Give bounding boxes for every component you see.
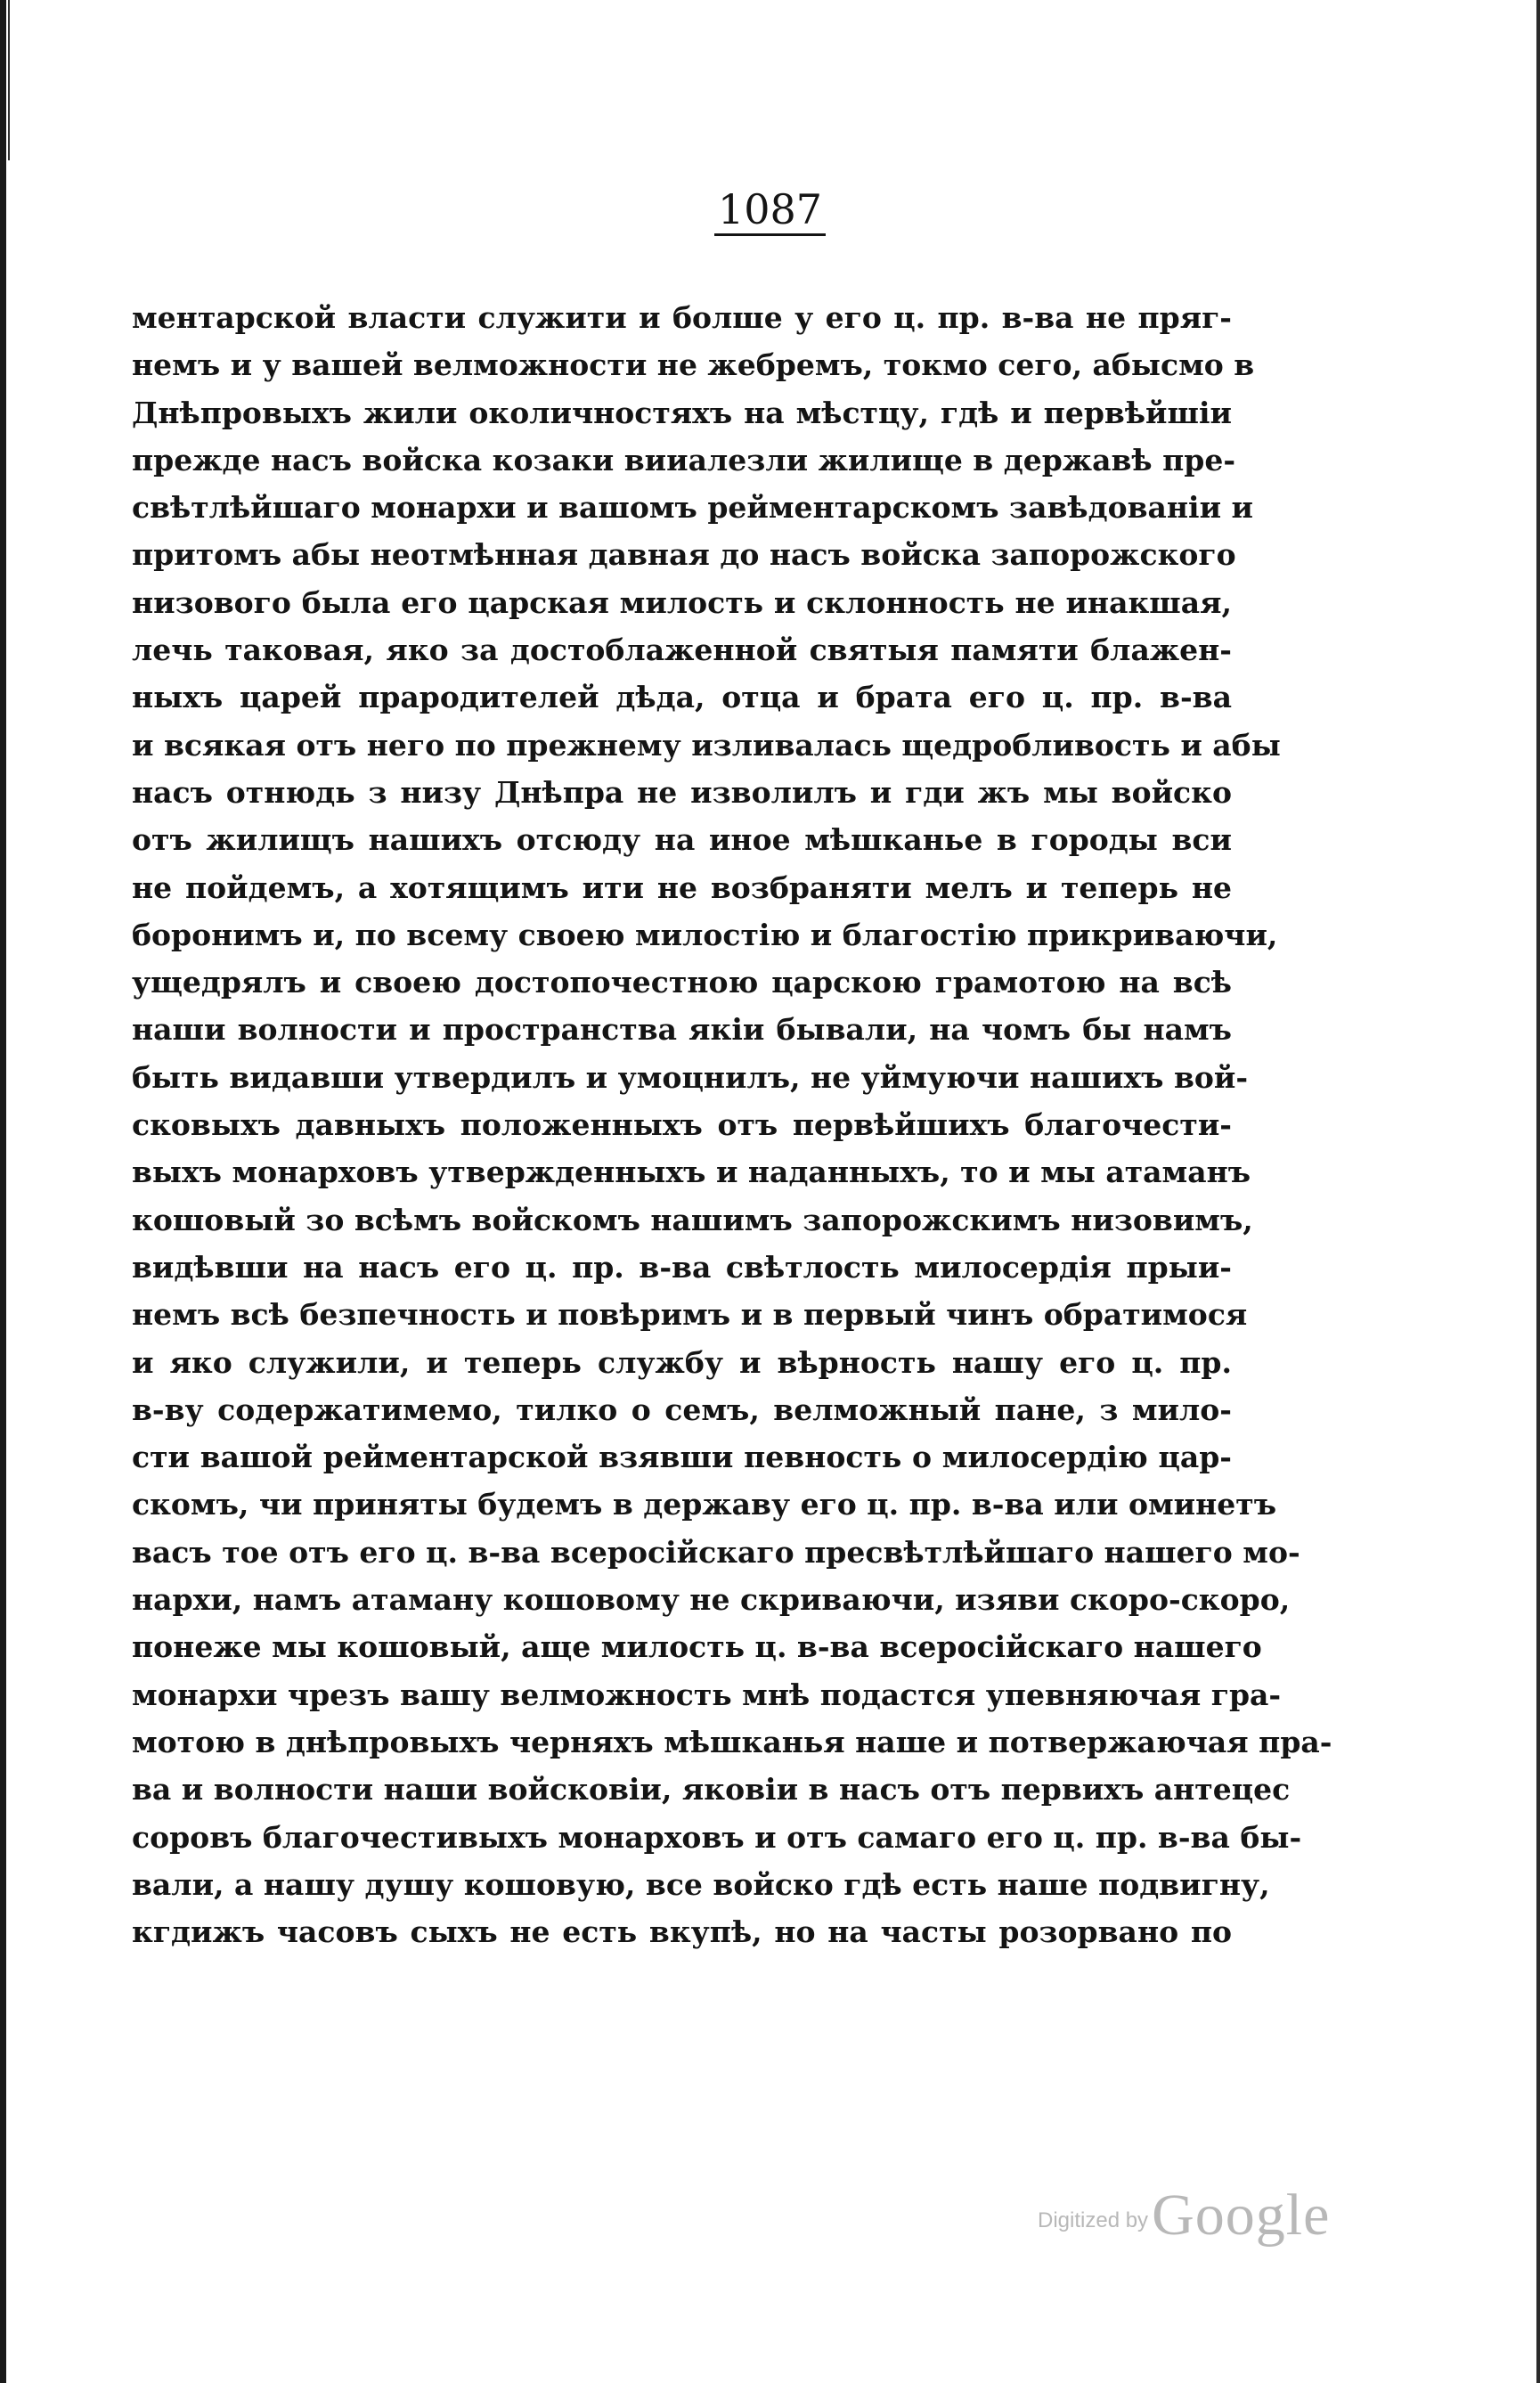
text-line: нархи, намъ атаману кошовому не скриваючи, изяви скоро-скоро, [132, 1582, 1291, 1618]
text-line: мотою в днѣпровыхъ черняхъ мѣшканья наше и потвержаючая пра- [132, 1724, 1332, 1759]
text-line: отъ жилищъ нашихъ отсюду на иное мѣшканье в городы вси [132, 822, 1232, 858]
text-line: скомъ, чи приняты будемъ в державу его ц. пр. в-ва или оминетъ [132, 1487, 1277, 1522]
text-line: лечь таковая, яко за достоблаженной святыя памяти блажен- [132, 632, 1232, 668]
watermark-prefix: Digitized by [1038, 2208, 1149, 2232]
text-line: быть видавши утвердилъ и умоцнилъ, не уймуючи нашихъ вой- [132, 1059, 1249, 1095]
text-line: немъ и у вашей велможности не жебремъ, токмо сего, абысмо в [132, 347, 1255, 383]
text-line: и всякая отъ него по прежнему изливалась щедробливость и абы [132, 727, 1281, 763]
digitized-watermark [1038, 2169, 1330, 2249]
text-line: ныхъ царей прародителей дѣда, отца и брата его ц. пр. в-ва [132, 680, 1232, 715]
scan-edge-left [0, 0, 6, 2383]
page-number-text: 1087 [714, 185, 826, 236]
page-number [0, 183, 1540, 236]
text-line: сковыхъ давныхъ положенныхъ отъ первѣйшихъ благочести- [132, 1107, 1232, 1143]
google-logo: Google [1152, 2183, 1331, 2248]
text-line: немъ всѣ безпечность и повѣримъ и в первый чинъ обратимося [132, 1297, 1248, 1333]
body-text [132, 294, 1332, 1955]
text-line: боронимъ и, по всему своею милостiю и благостiю прикриваючи, [132, 917, 1278, 952]
text-line: выхъ монарховъ утвержденныхъ и наданныхъ, то и мы атаманъ [132, 1155, 1251, 1190]
text-line: Днѣпровыхъ жили околичностяхъ на мѣстцу, гдѣ и первѣйшiи [132, 395, 1232, 430]
text-line: в-ву содержатимемо, тилко о семъ, велможный пане, з мило- [132, 1391, 1232, 1427]
text-line: и яко служили, и теперь службу и вѣрность нашу его ц. пр. [132, 1344, 1232, 1380]
text-line: видѣвши на насъ его ц. пр. в-ва свѣтлость милосердiя прыи- [132, 1249, 1232, 1285]
text-line: низового была его царская милость и склонность не инакшая, [132, 584, 1232, 620]
text-line: ва и волности наши войсковiи, яковiи в насъ отъ первихъ антецес [132, 1772, 1291, 1808]
text-line: свѣтлѣйшаго монархи и вашомъ рейментарскомъ завѣдованiи и [132, 490, 1254, 526]
scan-edge-mark [8, 0, 10, 160]
text-line: соровъ благочестивыхъ монарховъ и отъ самаго его ц. пр. в-ва бы- [132, 1819, 1302, 1855]
text-line: кгдижъ часовъ сыхъ не есть вкупѣ, но на часты розорвано по [132, 1914, 1232, 1950]
text-line: притомъ абы неотмѣнная давная до насъ войска запорожского [132, 537, 1236, 573]
scan-edge-right [1536, 0, 1540, 2383]
text-line: наши волности и пространства якiи бывали, на чомъ бы намъ [132, 1012, 1232, 1048]
text-line: не пойдемъ, а хотящимъ ити не возбраняти мелъ и теперь не [132, 869, 1232, 905]
text-line: ментарской власти служити и болше у его ц. пр. в-ва не пряг- [132, 300, 1232, 335]
text-line: прежде насъ войска козаки вииалезли жилище в державѣ пре- [132, 442, 1236, 477]
text-line: монархи чрезъ вашу велможность мнѣ подастся упевняючая гра- [132, 1677, 1282, 1712]
text-line: вали, а нашу душу кошовую, все войско гдѣ есть наше подвигну, [132, 1866, 1270, 1902]
text-line: насъ отнюдь з низу Днѣпра не изволилъ и гди жъ мы войско [132, 774, 1232, 810]
text-line: васъ тое отъ его ц. в-ва всеросiйскаго пресвѣтлѣйшаго нашего мо- [132, 1534, 1300, 1570]
text-line: понеже мы кошовый, аще милость ц. в-ва всеросiйскаго нашего [132, 1629, 1262, 1665]
text-line: кошовый зо всѣмъ войскомъ нашимъ запорожскимъ низовимъ, [132, 1202, 1253, 1237]
text-line: сти вашой рейментарской взявши певность о милосердiю цар- [132, 1440, 1232, 1475]
text-line: ущедрялъ и своею достопочестною царскою грамотою на всѣ [132, 965, 1232, 1000]
